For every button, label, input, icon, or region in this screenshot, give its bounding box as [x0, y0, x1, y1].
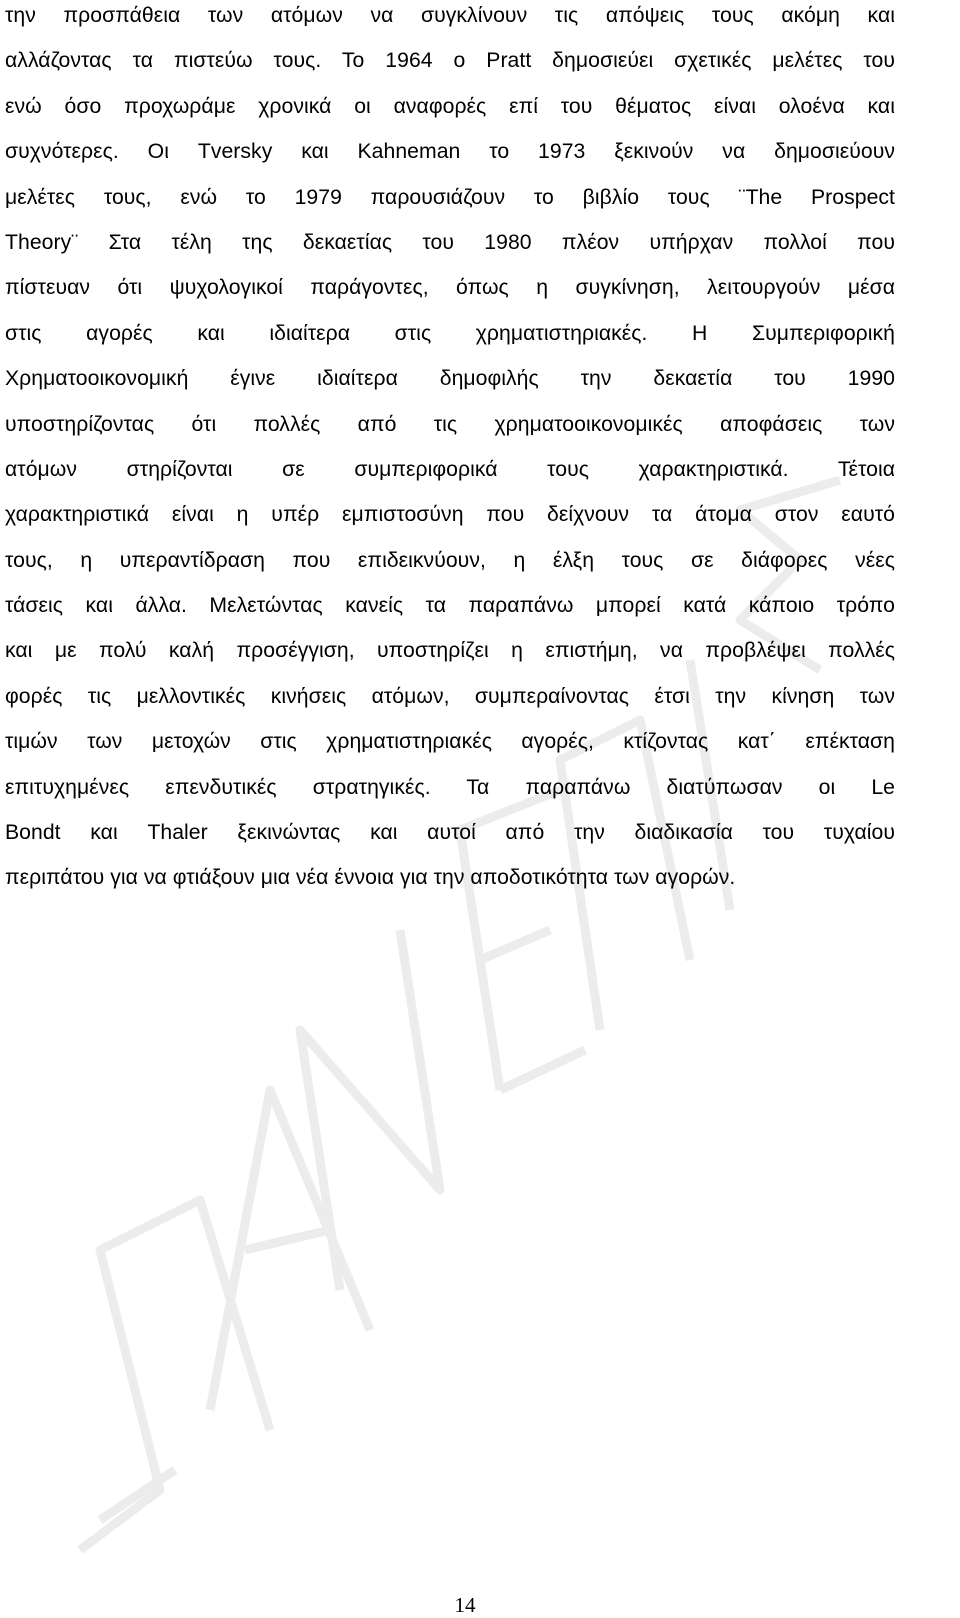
text-line: υποστηρίζοντας ότι πολλές από τις χρηματοοικονομικές αποφάσεις των [5, 412, 895, 436]
text-line: ενώ όσο προχωράμε χρονικά οι αναφορές επί του θέματος είναι ολοένα και [5, 94, 895, 118]
text-line: Bondt και Thaler ξεκινώντας και αυτοί από την διαδικασία του τυχαίου [5, 821, 895, 845]
text-line: αλλάζοντας τα πιστεύω τους. Το 1964 ο Pratt δημοσιεύει σχετικές μελέτες του [5, 49, 895, 73]
text-line: φορές τις μελλοντικές κινήσεις ατόμων, συμπεραίνοντας έτσι την κίνηση των [5, 684, 895, 708]
text-line: την προσπάθεια των ατόμων να συγκλίνουν τις απόψεις τους ακόμη και [5, 4, 895, 27]
document-body [5, 0, 895, 908]
text-line: Theory¨ Στα τέλη της δεκαετίας του 1980 πλέον υπήρχαν πολλοί που [5, 230, 895, 254]
text-line: μελέτες τους, ενώ το 1979 παρουσιάζουν το βιβλίο τους ¨The Prospect [5, 185, 895, 209]
text-line: επιτυχημένες επενδυτικές στρατηγικές. Τα παραπάνω διατύπωσαν οι Le [5, 775, 895, 799]
text-line: πίστευαν ότι ψυχολογικοί παράγοντες, όπως η συγκίνηση, λειτουργούν μέσα [5, 276, 895, 300]
text-line: Χρηματοοικονομική έγινε ιδιαίτερα δημοφιλής την δεκαετία του 1990 [5, 367, 895, 391]
text-line: στις αγορές και ιδιαίτερα στις χρηματιστηριακές. Η Συμπεριφορική [5, 321, 895, 345]
text-line: τους, η υπεραντίδραση που επιδεικνύουν, η έλξη τους σε διάφορες νέες [5, 548, 895, 572]
text-line: και με πολύ καλή προσέγγιση, υποστηρίζει η επιστήμη, να προβλέψει πολλές [5, 639, 895, 663]
text-line: συχνότερες. Οι Tversky και Kahneman το 1973 ξεκινούν να δημοσιεύουν [5, 140, 895, 164]
page-number: 14 [454, 1593, 476, 1617]
text-line: ατόμων στηρίζονται σε συμπεριφορικά τους χαρακτηριστικά. Τέτοια [5, 457, 895, 481]
text-line: χαρακτηριστικά είναι η υπέρ εμπιστοσύνη που δείχνουν τα άτομα στον εαυτό [5, 503, 895, 527]
text-line: περιπάτου για να φτιάξουν μια νέα έννοια για την αποδοτικότητα των αγορών. [5, 866, 736, 890]
text-line: τιμών των μετοχών στις χρηματιστηριακές αγορές, κτίζοντας κατ΄ επέκταση [5, 730, 895, 754]
text-line: τάσεις και άλλα. Μελετώντας κανείς τα παραπάνω μπορεί κατά κάποιο τρόπο [5, 594, 895, 618]
